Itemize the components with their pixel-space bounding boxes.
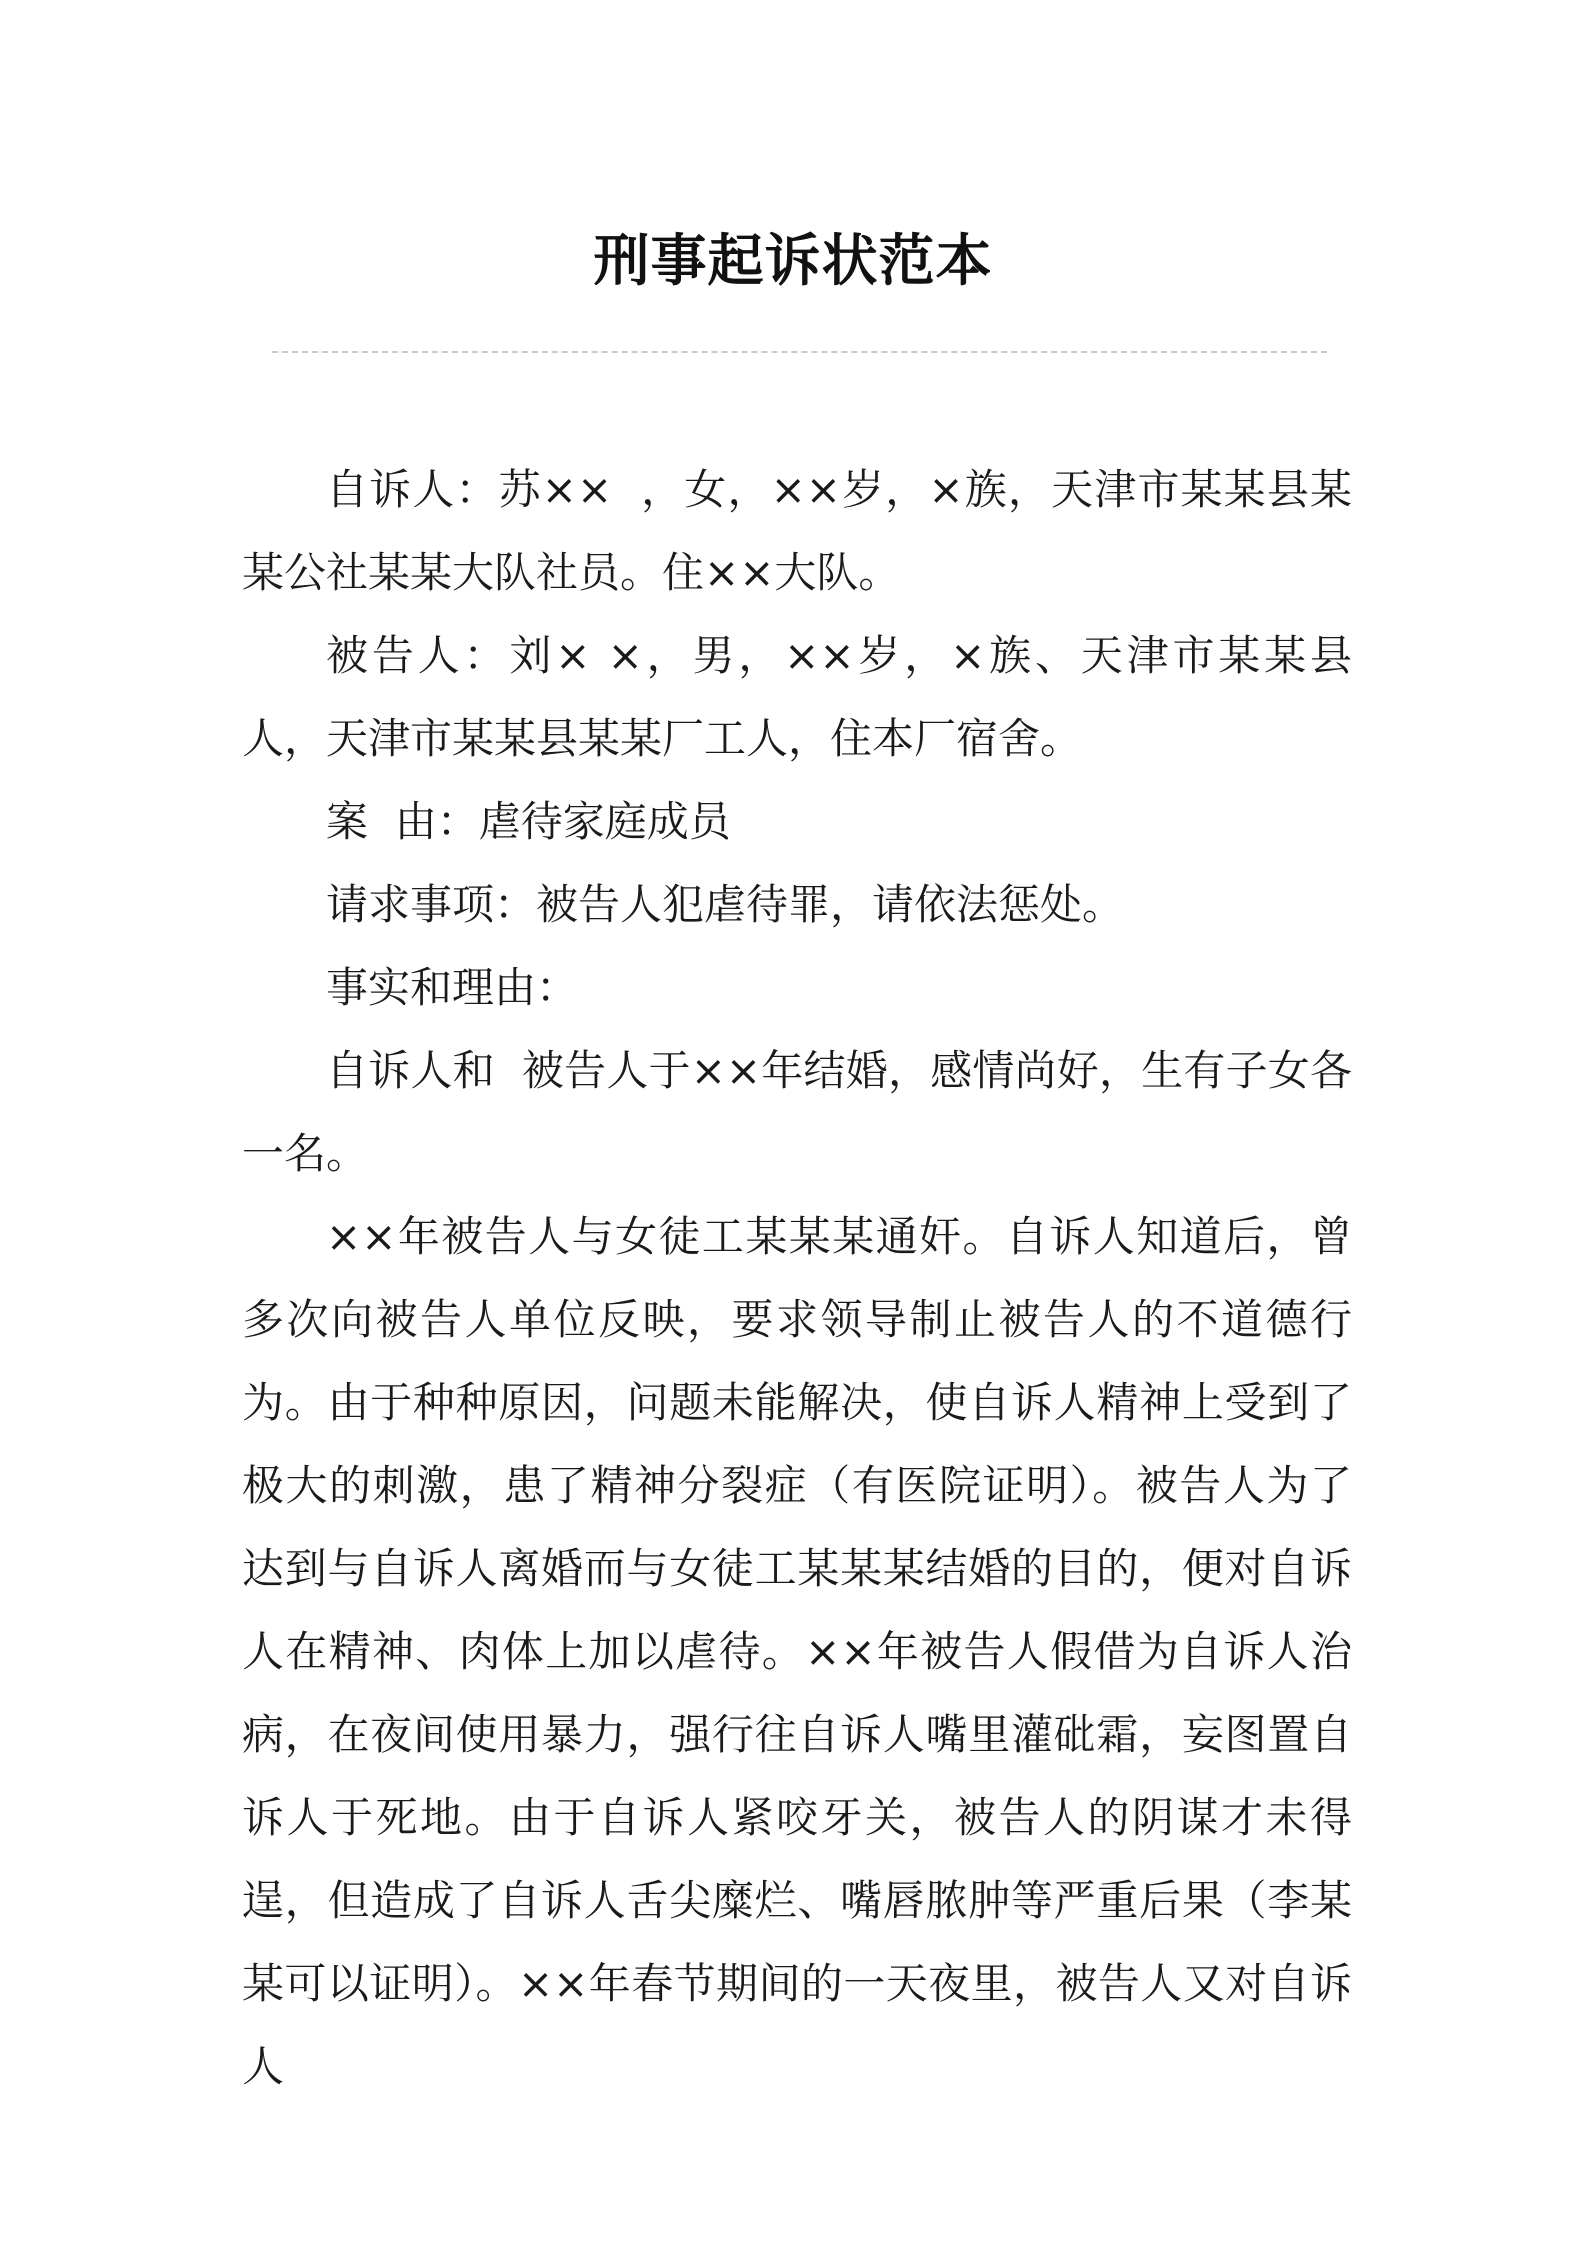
plaintiff-paragraph: 自诉人：苏×× ，女，××岁，×族，天津市某某县某某公社某某大队社员。住××大队。 [242, 465, 1352, 597]
claims-paragraph: 请求事项：被告人犯虐待罪，请依法惩处。 [326, 880, 1125, 929]
title-divider [272, 351, 1327, 353]
marriage-paragraph: 自诉人和 被告人于××年结婚，感情尚好，生有子女各一名。 [242, 1046, 1352, 1178]
case-cause-paragraph: 案 由：虐待家庭成员 [326, 797, 731, 846]
defendant-paragraph: 被告人：刘× ×，男，××岁，×族、天津市某某县人，天津市某某县某某厂工人，住本厂宿舍。 [242, 631, 1352, 763]
facts-paragraph: ××年被告人与女徒工某某某通奸。自诉人知道后，曾多次向被告人单位反映，要求领导制止被告人的不道德行为。由于种种原因，问题未能解决，使自诉人精神上受到了极大的刺激，患了精神分裂症（有医院证明）。被告人为了达到与自诉人离婚而与女徒工某某某结婚的目的，便对自诉人在精神、肉体上加以虐待。××年被告人假借为自诉人治病，在夜间使用暴力，强行往自诉人嘴里灌砒霜，妄图置自诉人于死地。由于自诉人紧咬牙关，被告人的阴谋才未得逞，但造成了自诉人舌尖糜烂、嘴唇脓肿等严重后果（李某某可以证明）。××年春节期间的一天夜里，被告人又对自诉人 [242, 1212, 1352, 2091]
document-body [242, 448, 1352, 2108]
facts-heading: 事实和理由： [326, 963, 579, 1012]
document-title: 刑事起诉状范本 [593, 229, 993, 294]
